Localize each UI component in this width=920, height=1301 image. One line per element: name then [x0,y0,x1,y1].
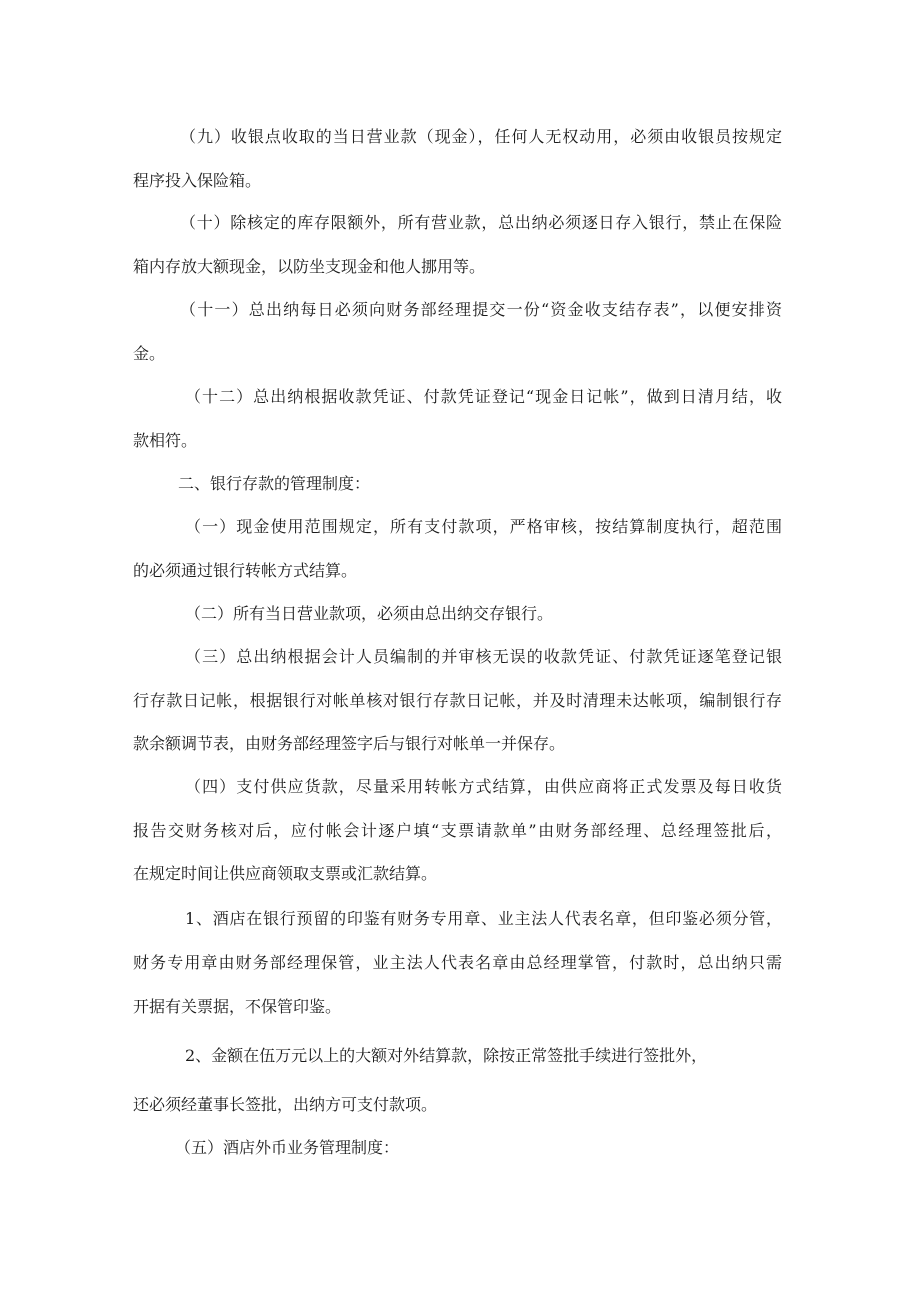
bank-item-1-line-1: （一）现金使用范围规定，所有支付款项，严格审核，按结算制度执行，超范围 [185,517,782,536]
numbered-item-1-line-2: 财务专用章由财务部经理保管，业主法人代表名章由总经理掌管，付款时，总出纳只需 [133,953,782,972]
bank-item-4-line-1: （四）支付供应货款，尽量采用转帐方式结算，由供应商将正式发票及每日收货 [185,777,782,796]
paragraph-10-line-1: （十）除核定的库存限额外，所有营业款，总出纳必须逐日存入银行，禁止在保险 [180,213,782,232]
bank-item-1-line-2: 的必须通过银行转帐方式结算。 [133,561,358,580]
paragraph-11-line-1: （十一）总出纳每日必须向财务部经理提交一份“资金收支结存表”，以便安排资 [180,300,782,319]
bank-item-5-heading: （五）酒店外币业务管理制度： [175,1138,400,1157]
paragraph-12-line-2: 款相符。 [133,431,198,450]
bank-item-2: （二）所有当日营业款项，必须由总出纳交存银行。 [185,604,554,623]
numbered-item-1-line-1: 1、酒店在银行预留的印鉴有财务专用章、业主法人代表名章，但印鉴必须分管， [185,909,782,928]
bank-item-4-line-2: 报告交财务核对后，应付帐会计逐户填“支票请款单”由财务部经理、总经理签批后， [133,821,782,840]
bank-item-3-line-2: 行存款日记帐，根据银行对帐单核对银行存款日记帐，并及时清理未达帐项，编制银行存 [133,691,782,710]
numbered-item-2-line-1: 2、金额在伍万元以上的大额对外结算款，除按正常签批手续进行签批外， [185,1046,708,1065]
paragraph-12-line-1: （十二）总出纳根据收款凭证、付款凭证登记“现金日记帐”，做到日清月结，收 [185,387,782,406]
section-heading-bank-deposit: 二、银行存款的管理制度： [178,474,371,493]
bank-item-3-line-3: 款余额调节表，由财务部经理签字后与银行对帐单一并保存。 [133,734,566,753]
paragraph-9-line-1: （九）收银点收取的当日营业款（现金），任何人无权动用，必须由收银员按规定 [180,127,782,146]
numbered-item-1-line-3: 开据有关票据，不保管印鉴。 [133,997,342,1016]
bank-item-3-line-1: （三）总出纳根据会计人员编制的并审核无误的收款凭证、付款凭证逐笔登记银 [185,647,782,666]
paragraph-9-line-2: 程序投入保险箱。 [133,171,262,190]
numbered-item-2-line-2: 还必须经董事长签批，出纳方可支付款项。 [133,1095,438,1114]
paragraph-11-line-2: 金。 [133,344,166,363]
paragraph-10-line-2: 箱内存放大额现金，以防坐支现金和他人挪用等。 [133,257,486,276]
bank-item-4-line-3: 在规定时间让供应商领取支票或汇款结算。 [133,864,438,883]
